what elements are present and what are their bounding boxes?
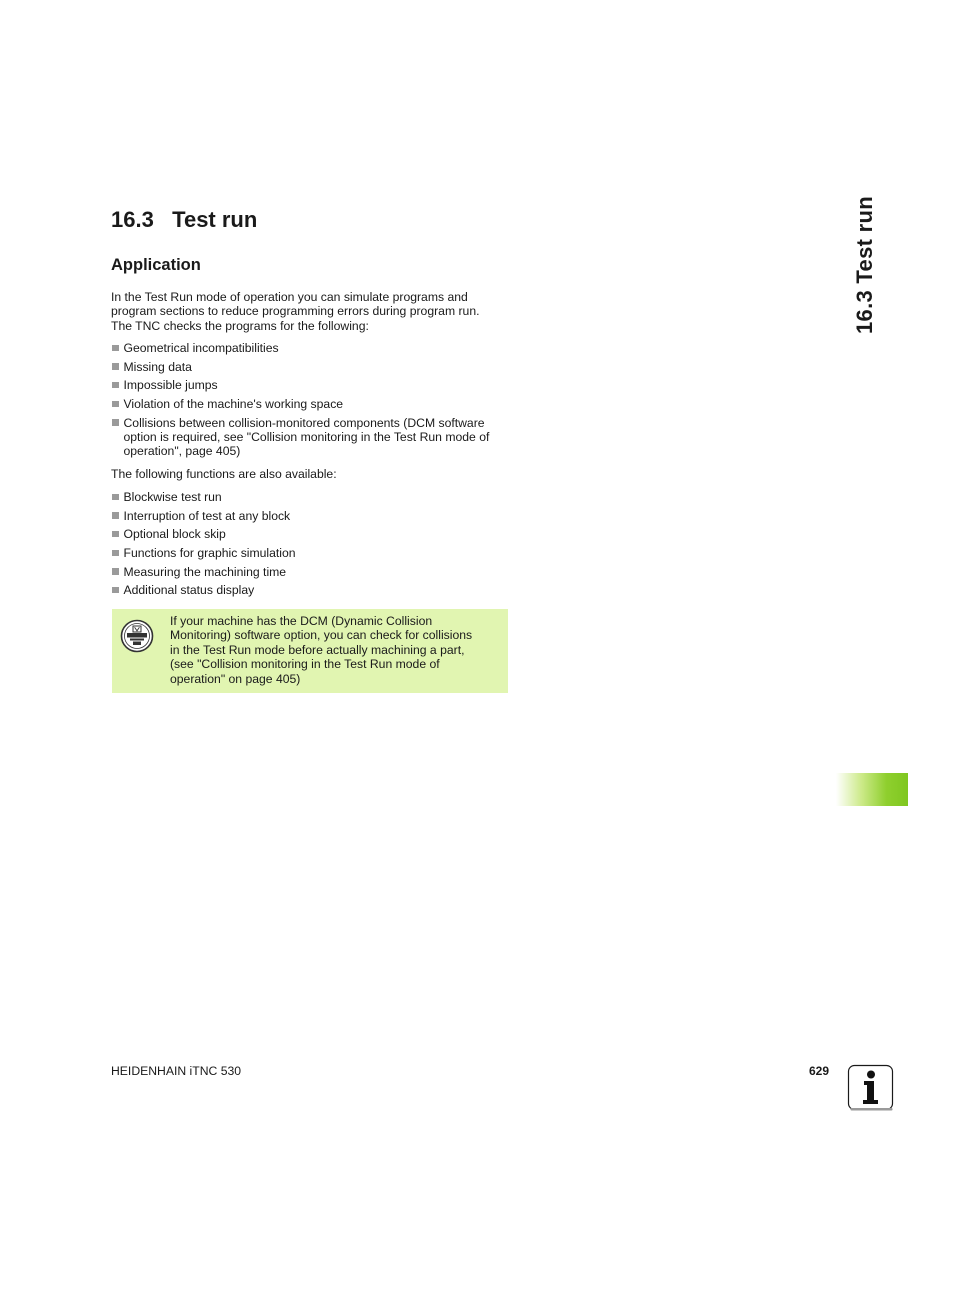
list-item: Violation of the machine's working space bbox=[111, 397, 511, 411]
intro-line: The TNC checks the programs for the following: bbox=[111, 318, 369, 333]
list-item-line: Collisions between collision-monitored components (DCM software bbox=[123, 415, 485, 430]
functions-list bbox=[111, 490, 511, 602]
subsection-title: Application bbox=[111, 256, 201, 274]
bullet-square-icon bbox=[112, 494, 119, 501]
list-item: Impossible jumps bbox=[111, 378, 511, 392]
intro-line: program sections to reduce programming errors during program run. bbox=[111, 304, 480, 319]
list-item: Functions for graphic simulation bbox=[111, 546, 511, 560]
note-line: operation" on page 405) bbox=[170, 671, 301, 686]
list-item: Geometrical incompatibilities bbox=[111, 341, 511, 355]
bullet-square-icon bbox=[112, 550, 119, 557]
note-line: If your machine has the DCM (Dynamic Collision bbox=[170, 614, 433, 628]
bullet-square-icon bbox=[112, 531, 119, 538]
footer-product: HEIDENHAIN iTNC 530 bbox=[111, 1064, 242, 1078]
bullet-square-icon bbox=[112, 363, 119, 370]
bullet-square-icon bbox=[112, 401, 119, 408]
machine-dependent-icon bbox=[120, 619, 154, 653]
list-item: Blockwise test run bbox=[111, 490, 511, 504]
intro-line: In the Test Run mode of operation you can simulate programs and bbox=[111, 290, 468, 304]
note-box bbox=[112, 609, 508, 693]
note-line: Monitoring) software option, you can check for collisions bbox=[170, 628, 473, 643]
checks-list bbox=[111, 341, 511, 463]
bullet-square-icon bbox=[112, 568, 119, 575]
note-text bbox=[170, 614, 506, 686]
bullet-square-icon bbox=[112, 382, 119, 389]
bullet-square-icon bbox=[112, 345, 119, 352]
list-item: Missing data bbox=[111, 360, 511, 374]
list-item: Interruption of test at any block bbox=[111, 509, 511, 523]
note-line: (see "Collision monitoring in the Test Run mode of bbox=[170, 657, 440, 672]
bullet-square-icon bbox=[112, 419, 119, 426]
list-item-line: option is required, see "Collision monitoring in the Test Run mode of bbox=[123, 430, 490, 445]
page-number: 629 bbox=[809, 1064, 830, 1078]
section-title: 16.3 Test run bbox=[111, 207, 258, 232]
list-item-line: operation", page 405) bbox=[123, 444, 241, 459]
functions-intro: The following functions are also available: bbox=[111, 467, 337, 481]
note-line: in the Test Run mode before actually machining a part, bbox=[170, 642, 465, 657]
list-item: Optional block skip bbox=[111, 527, 511, 541]
side-section-label: 16.3 Test run bbox=[852, 196, 877, 334]
list-item: Measuring the machining time bbox=[111, 565, 511, 579]
bullet-square-icon bbox=[112, 512, 119, 519]
info-icon bbox=[847, 1064, 895, 1112]
list-item bbox=[111, 416, 511, 459]
intro-paragraph bbox=[111, 290, 511, 333]
chapter-tab-marker bbox=[836, 773, 908, 806]
bullet-square-icon bbox=[112, 587, 119, 594]
list-item: Additional status display bbox=[111, 583, 511, 597]
